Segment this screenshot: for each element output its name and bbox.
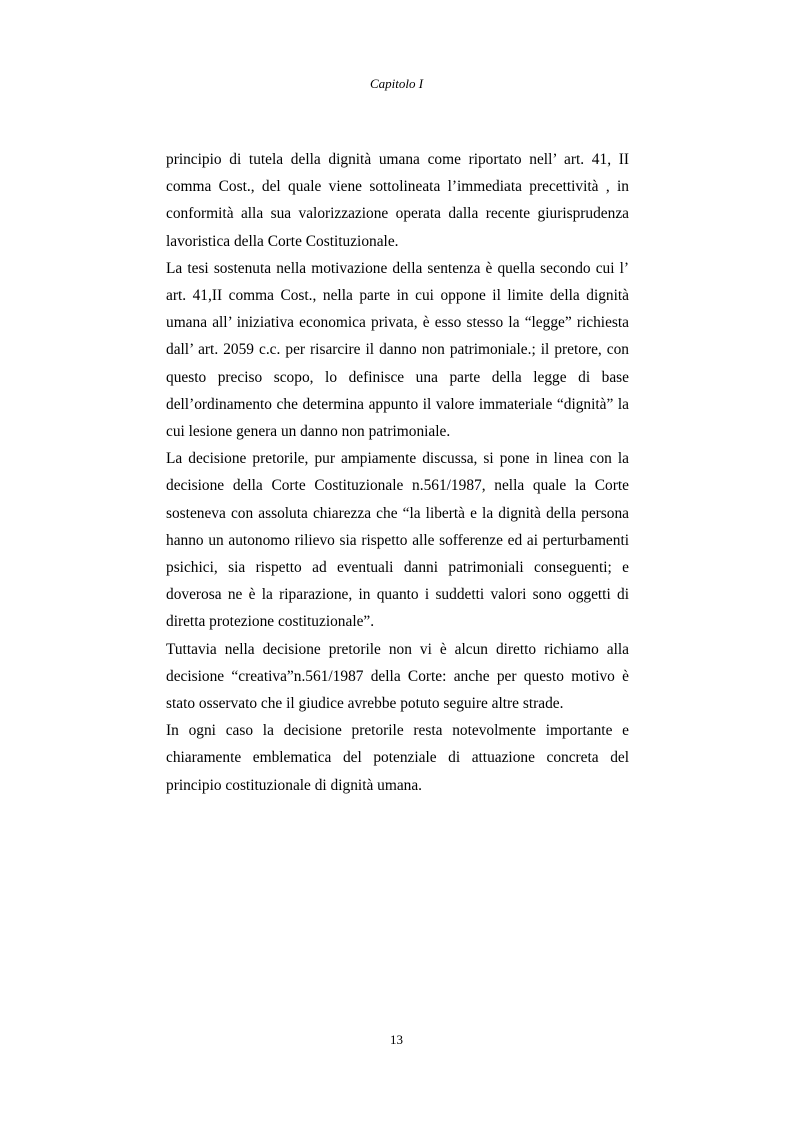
page-number: 13 [390,1032,403,1047]
paragraph: principio di tutela della dignità umana come riportato nell’ art. 41, II comma Cost., del quale viene sottolineata l’immediata precettività , in conformità alla sua valorizzazione operata dalla recente giurisprudenza lavoristica della Corte Costituzionale. [166,151,629,250]
running-header: Capitolo I [369,76,424,91]
paragraph: La decisione pretorile, pur ampiamente discussa, si pone in linea con la decisione della Corte Costituzionale n.561/1987, nella quale la Corte sosteneva con assoluta chiarezza che “la libertà e la dignità della persona hanno un autonomo rilievo sia rispetto alle sofferenze ed ai perturbamenti psichici, sia rispetto ad eventuali danni patrimoniali conseguenti; e doverosa ne è la riparazione, in quanto i suddetti valori sono oggetti di diretta protezione costituzionale”. [166,450,629,631]
paragraph: Tuttavia nella decisione pretorile non vi è alcun diretto richiamo alla decisione “creativa”n.561/1987 della Corte: anche per questo motivo è stato osservato che il giudice avrebbe potuto seguire altre strade. [166,640,629,713]
paragraph: La tesi sostenuta nella motivazione della sentenza è quella secondo cui l’ art. 41,II comma Cost., nella parte in cui oppone il limite della dignità umana all’ iniziativa economica privata, è esso stesso la “legge” richiesta dall’ art. 2059 c.c. per risarcire il danno non patrimoniale.; il pretore, con questo preciso scopo, lo definisce una parte della legge di base dell’ordinamento che determina appunto il valore immateriale “dignità” la cui lesione genera un danno non patrimoniale. [166,259,629,441]
paragraph: In ogni caso la decisione pretorile resta notevolmente importante e chiaramente emblematica del potenziale di attuazione concreta del principio costituzionale di dignità umana. [166,722,629,794]
body-text [166,146,629,799]
